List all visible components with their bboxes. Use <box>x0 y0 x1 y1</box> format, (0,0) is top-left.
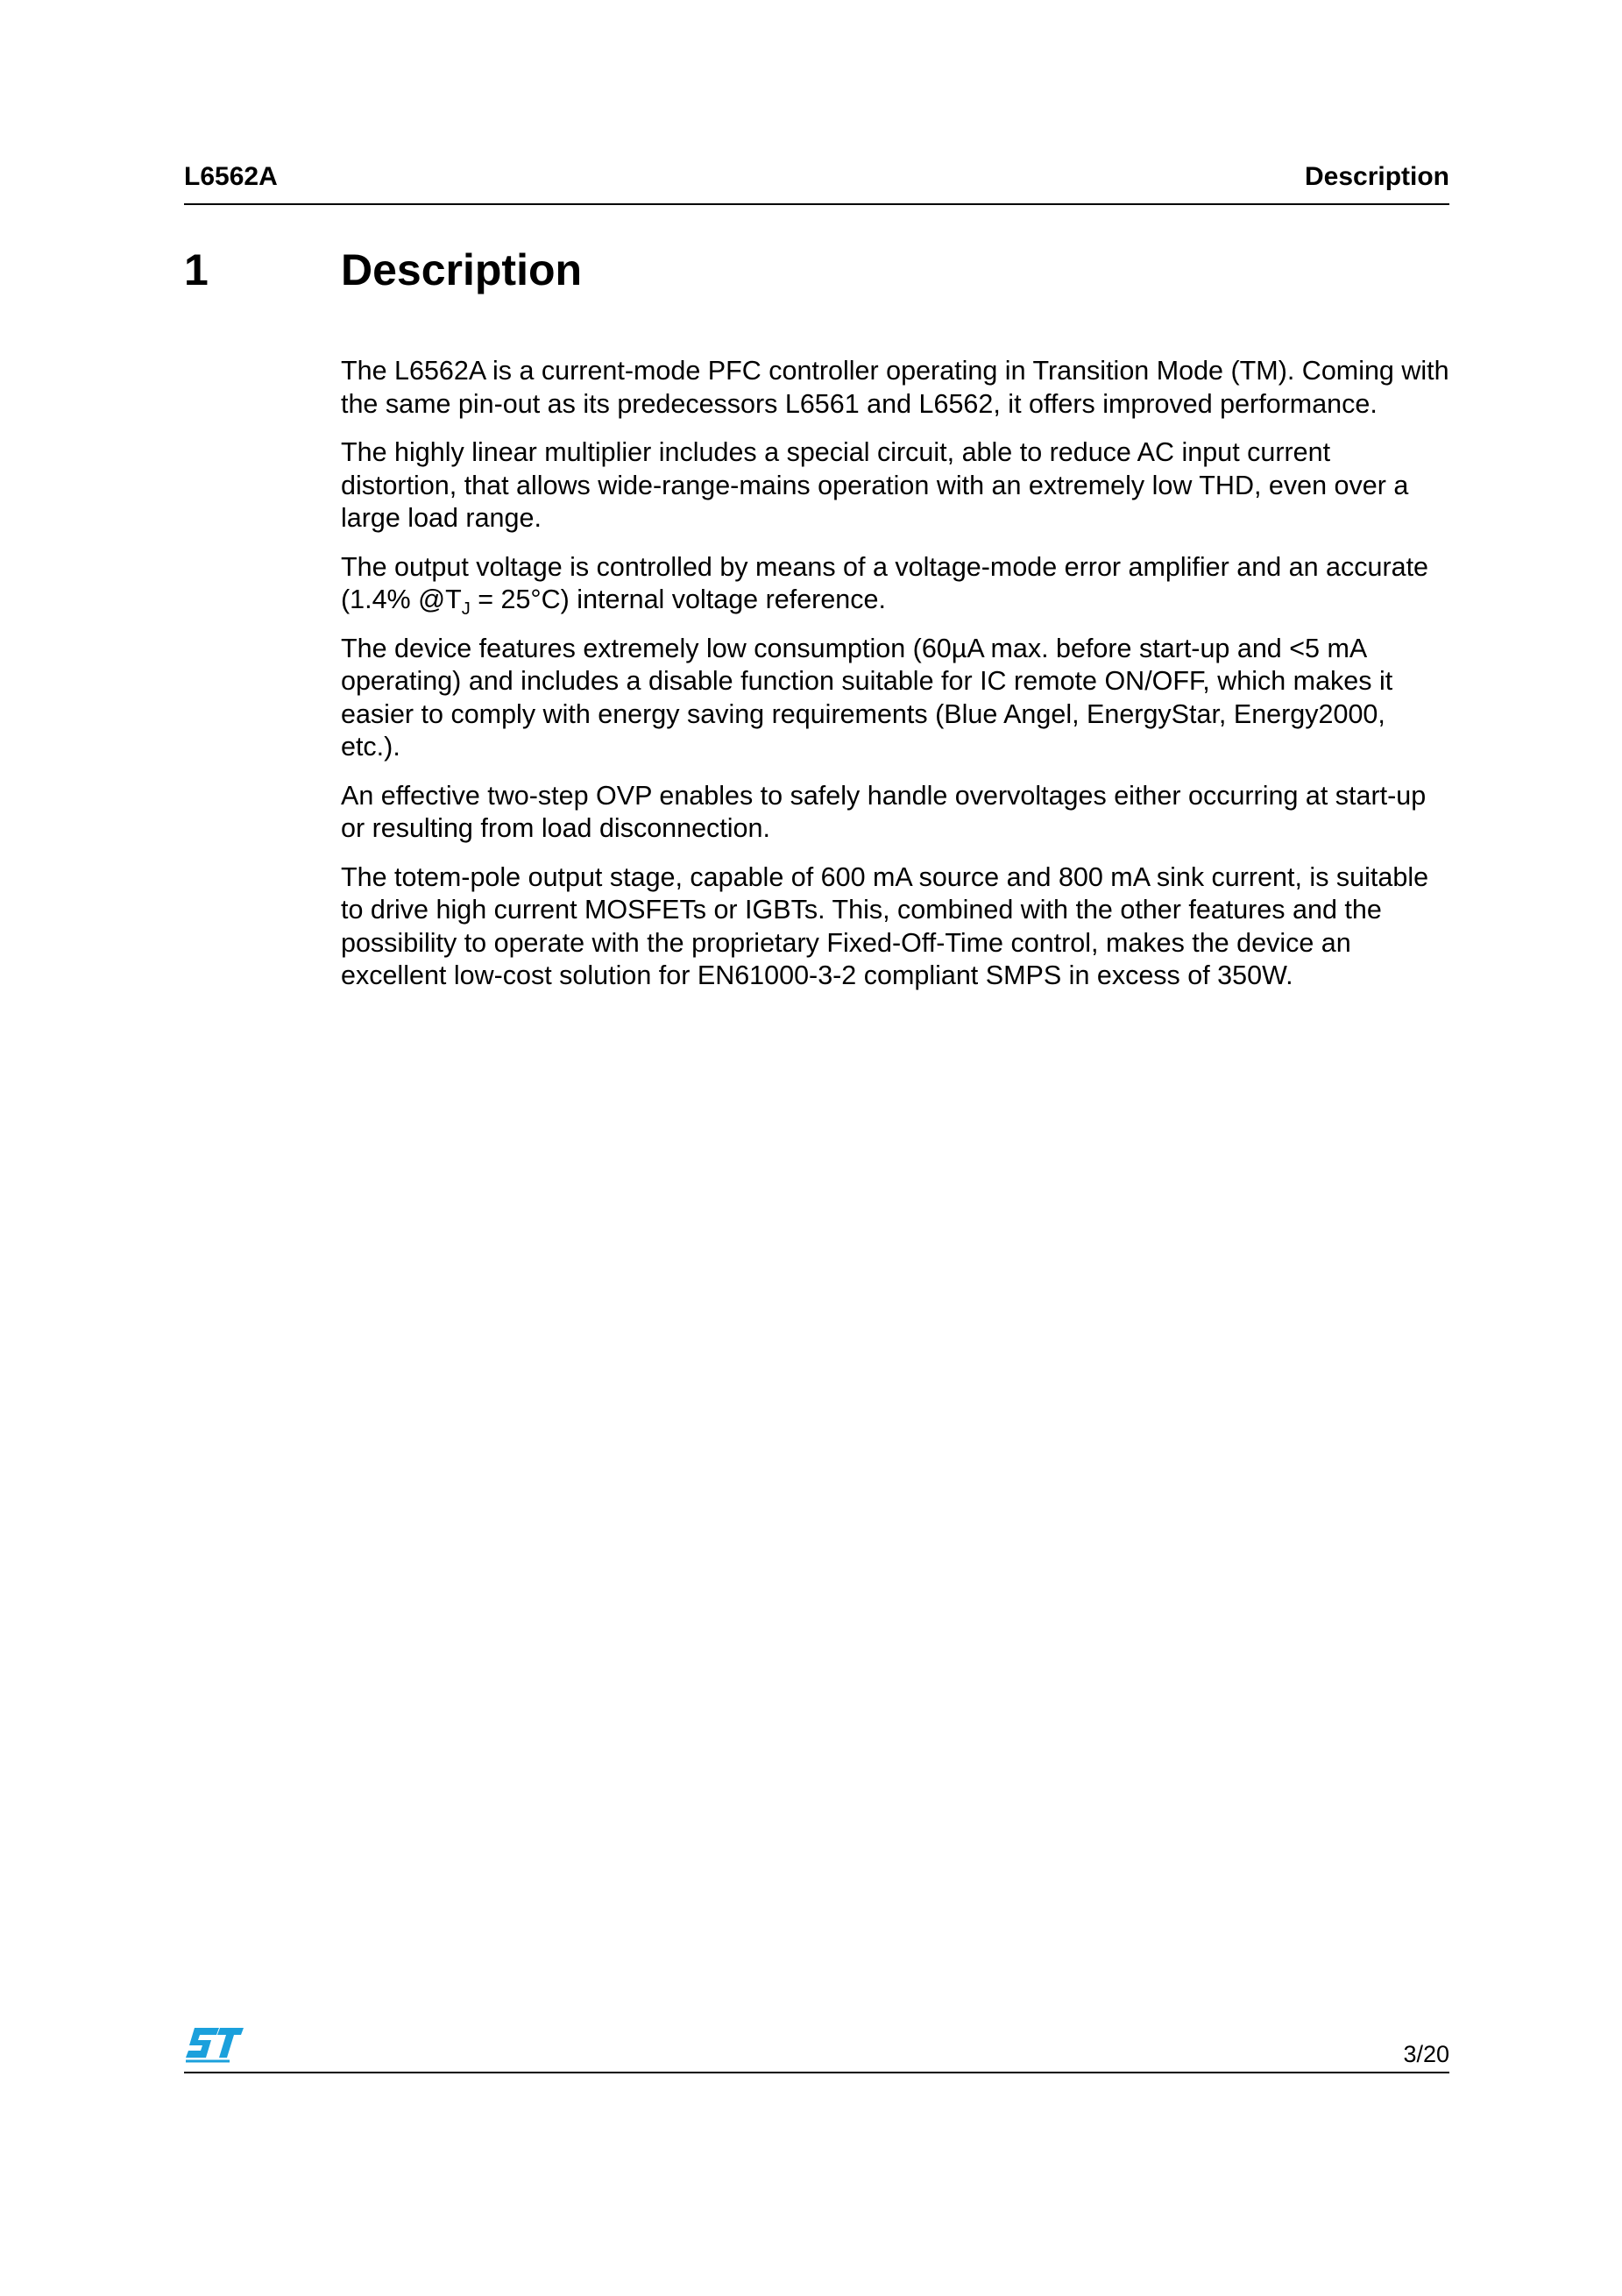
section-number: 1 <box>184 245 209 294</box>
st-logo-icon <box>184 2026 245 2066</box>
subscript-j: J <box>461 599 471 620</box>
header-section-label: Description <box>1304 162 1449 191</box>
paragraph-output-voltage <box>341 551 1450 620</box>
paragraph-output-voltage-part2: = 25°C) internal voltage reference. <box>470 585 886 614</box>
header-divider <box>184 203 1449 205</box>
page-number: 3/20 <box>1403 2041 1449 2067</box>
paragraph-output-voltage-part1: The output voltage is controlled by means of a voltage-mode error amplifier and an accurate (1.4% @T <box>341 551 1429 614</box>
header-doc-id: L6562A <box>184 162 278 191</box>
paragraph-consumption: The device features extremely low consumption (60µA max. before start-up and <5 mA operating) and includes a disable function suitable for IC remote ON/OFF, which makes it easier to comply with energy saving requirements (Blue Angel, EnergyStar, Energy2000, etc.). <box>341 633 1393 762</box>
section-title: Description <box>341 245 583 294</box>
footer-divider <box>184 2072 1449 2073</box>
description-body <box>341 355 1450 1009</box>
paragraph-intro: The L6562A is a current-mode PFC controller operating in Transition Mode (TM). Coming with the same pin-out as its predecessors L6561 and L6562, it offers improved performance. <box>341 356 1449 419</box>
paragraph-multiplier: The highly linear multiplier includes a special circuit, able to reduce AC input current distortion, that allows wide-range-mains operation with an extremely low THD, even over a large load range. <box>341 437 1409 533</box>
paragraph-output-stage: The totem-pole output stage, capable of 600 mA source and 800 mA sink current, is suitable to drive high current MOSFETs or IGBTs. This, combined with the other features and the possibility to operate with the proprietary Fixed-Off-Time control, makes the device an excellent low-cost solution for EN61000-3-2 compliant SMPS in excess of 350W. <box>341 861 1429 990</box>
paragraph-ovp: An effective two-step OVP enables to safely handle overvoltages either occurring at start-up or resulting from load disconnection. <box>341 780 1427 843</box>
